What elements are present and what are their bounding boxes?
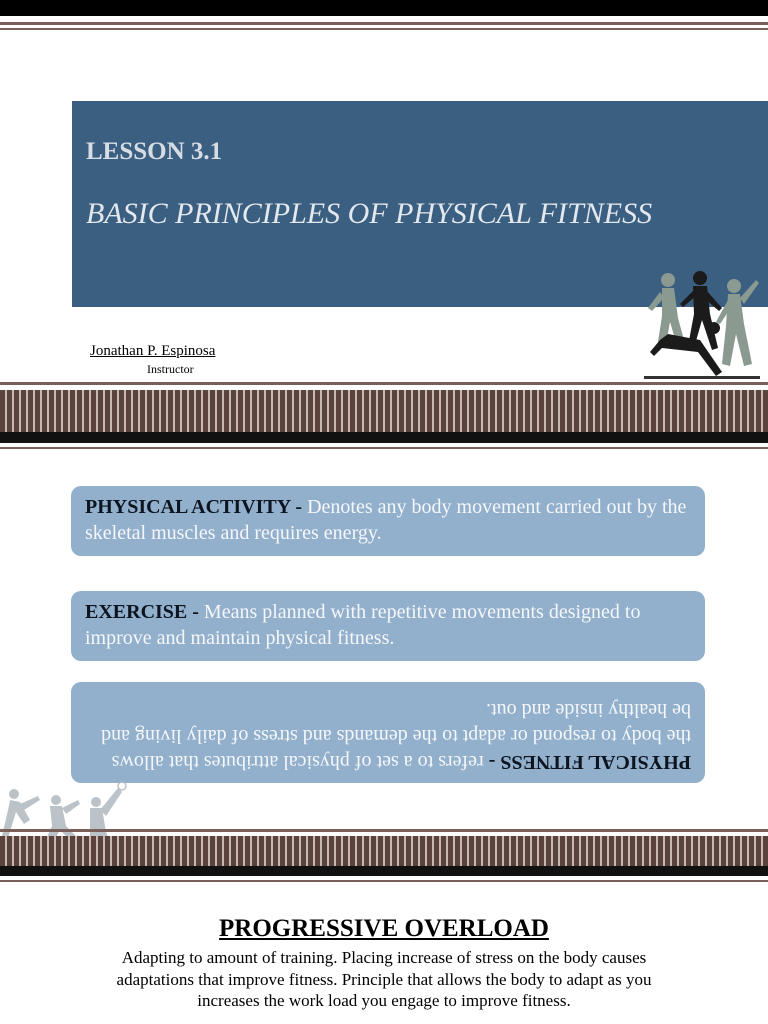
band-bottom-line bbox=[0, 447, 768, 449]
black-band-2 bbox=[0, 866, 768, 876]
band2-bottom-line bbox=[0, 880, 768, 882]
top-divider-line-2 bbox=[0, 28, 768, 30]
definition-card-exercise bbox=[71, 591, 705, 661]
top-black-bar bbox=[0, 0, 768, 16]
lesson-number: LESSON 3.1 bbox=[86, 138, 223, 165]
definition-term: PHYSICAL FITNESS - bbox=[483, 751, 691, 773]
definition-term: PHYSICAL ACTIVITY - bbox=[85, 496, 308, 518]
principle-text: Adapting to amount of training. Placing increase of stress on the body causes adaptations that improve fitness. Principle that allows the body to adapt as you increases the work load you engage to improve fitness. bbox=[116, 948, 652, 1010]
definition-card-physical-activity bbox=[71, 486, 705, 556]
lesson-title: BASIC PRINCIPLES OF PHYSICAL FITNESS bbox=[86, 197, 653, 230]
definition-text: refers to a set of physical attributes that allows the body to respond or adapt to the demands and stress of daily living and be healthy inside and out. bbox=[101, 699, 691, 773]
fitness-silhouettes-icon bbox=[640, 268, 764, 386]
striped-band bbox=[0, 390, 768, 432]
author-name: Jonathan P. Espinosa bbox=[90, 343, 216, 359]
author-role: Instructor bbox=[147, 362, 194, 376]
definition-card-physical-fitness bbox=[71, 682, 705, 783]
definition-term: EXERCISE - bbox=[85, 601, 204, 623]
striped-band-2 bbox=[0, 836, 768, 866]
top-divider-line bbox=[0, 22, 768, 25]
black-band bbox=[0, 432, 768, 443]
definition-text: Denotes any body movement carried out by the skeletal muscles and requires energy. bbox=[85, 496, 687, 544]
principle-title: PROGRESSIVE OVERLOAD bbox=[219, 915, 549, 942]
band2-top-line bbox=[0, 829, 768, 832]
band-top-line bbox=[0, 382, 768, 385]
definition-text: Means planned with repetitive movements designed to improve and maintain physical fitness. bbox=[85, 601, 641, 649]
